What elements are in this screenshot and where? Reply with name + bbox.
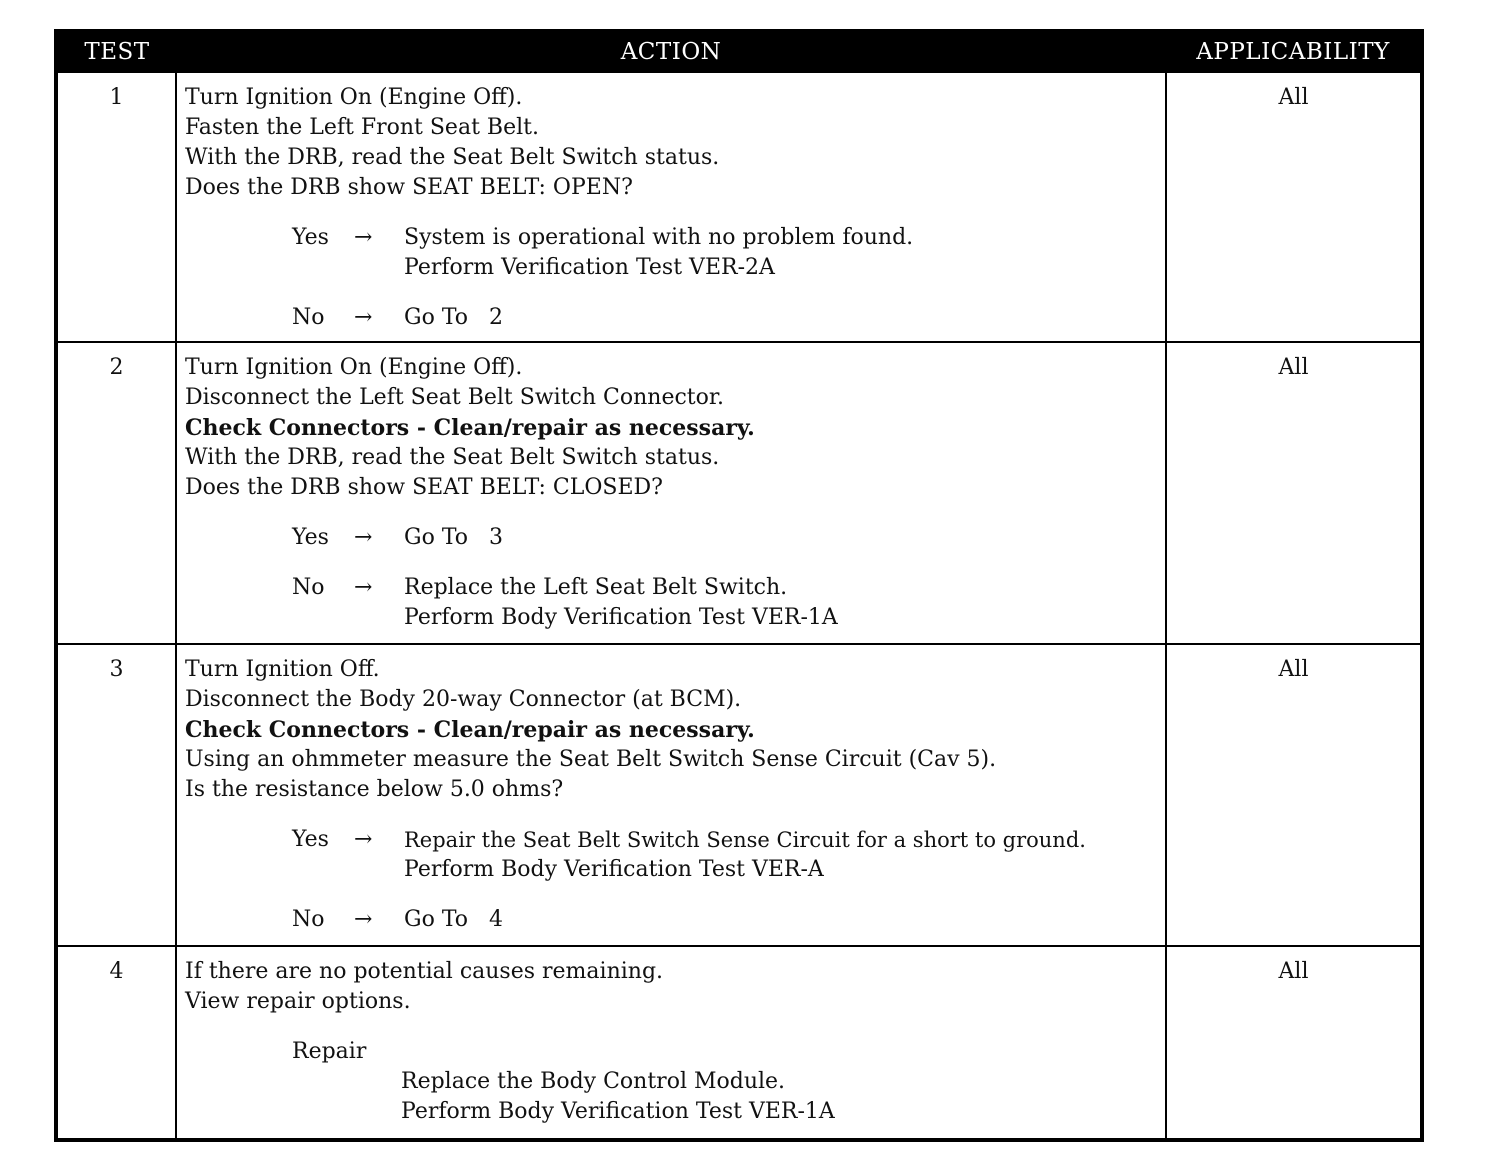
yes-branch [185,523,1159,553]
table-row [56,946,1422,1140]
applicability-value: All [1166,946,1422,1140]
yes-label: Yes [292,525,329,550]
no-label: No [292,907,325,932]
action-step-emphasis: Check Connectors - Clean/repair as necessary. [185,717,755,743]
action-cell [176,72,1166,342]
arrow-icon: → [354,525,373,550]
yes-result: Perform Verification Test VER-2A [404,255,775,280]
action-step: Turn Ignition On (Engine Off). [185,85,523,110]
table-header-row [56,31,1422,72]
action-step: If there are no potential causes remaining. [185,959,664,984]
no-branch [185,303,1159,333]
no-branch [185,905,1159,935]
arrow-icon: → [354,225,373,250]
yes-branch [185,223,1159,283]
table-row [56,342,1422,644]
no-result: Replace the Left Seat Belt Switch. [404,575,788,600]
applicability-value: All [1166,72,1422,342]
no-label: No [292,575,325,600]
no-branch [185,573,1159,633]
action-step: Turn Ignition Off. [185,657,380,682]
arrow-icon: → [354,305,373,330]
action-step: Fasten the Left Front Seat Belt. [185,115,539,140]
yes-result: System is operational with no problem found. [404,225,914,250]
action-step: With the DRB, read the Seat Belt Switch status. [185,145,720,170]
repair-options [185,1067,1159,1127]
action-cell [176,342,1166,644]
table-row [56,644,1422,946]
action-step: Is the resistance below 5.0 ohms? [185,777,564,802]
applicability-value: All [1166,342,1422,644]
yes-branch [185,825,1159,885]
no-result: Go To 4 [404,907,503,932]
yes-label: Yes [292,827,329,852]
action-step: Does the DRB show SEAT BELT: OPEN? [185,175,633,200]
no-result: Go To 2 [404,305,503,330]
test-number: 4 [56,946,176,1140]
repair-option: Replace the Body Control Module. [401,1069,786,1094]
yes-result: Perform Body Verification Test VER-A [404,857,824,882]
action-step: Does the DRB show SEAT BELT: CLOSED? [185,475,663,500]
yes-result: Go To 3 [404,525,503,550]
action-step: Disconnect the Body 20-way Connector (at BCM). [185,687,742,712]
test-number: 1 [56,72,176,342]
action-cell [176,644,1166,946]
arrow-icon: → [354,827,373,852]
no-result: Perform Body Verification Test VER-1A [404,605,838,630]
diagnostic-test-table [54,29,1424,1142]
action-step: Turn Ignition On (Engine Off). [185,355,523,380]
action-step: Disconnect the Left Seat Belt Switch Connector. [185,385,724,410]
header-action: ACTION [176,31,1166,72]
action-step: Using an ohmmeter measure the Seat Belt Switch Sense Circuit (Cav 5). [185,747,997,772]
repair-option: Perform Body Verification Test VER-1A [401,1099,835,1124]
action-cell [176,946,1166,1140]
no-label: No [292,305,325,330]
yes-result: Repair the Seat Belt Switch Sense Circuit for a short to ground. [404,828,1086,852]
yes-label: Yes [292,225,329,250]
table-row [56,72,1422,342]
action-step: With the DRB, read the Seat Belt Switch status. [185,445,720,470]
test-number: 3 [56,644,176,946]
repair-label: Repair [292,1039,367,1064]
arrow-icon: → [354,575,373,600]
applicability-value: All [1166,644,1422,946]
action-step-emphasis: Check Connectors - Clean/repair as necessary. [185,415,755,441]
header-test: TEST [56,31,176,72]
test-number: 2 [56,342,176,644]
header-applicability: APPLICABILITY [1166,31,1422,72]
action-step: View repair options. [185,989,411,1014]
arrow-icon: → [354,907,373,932]
